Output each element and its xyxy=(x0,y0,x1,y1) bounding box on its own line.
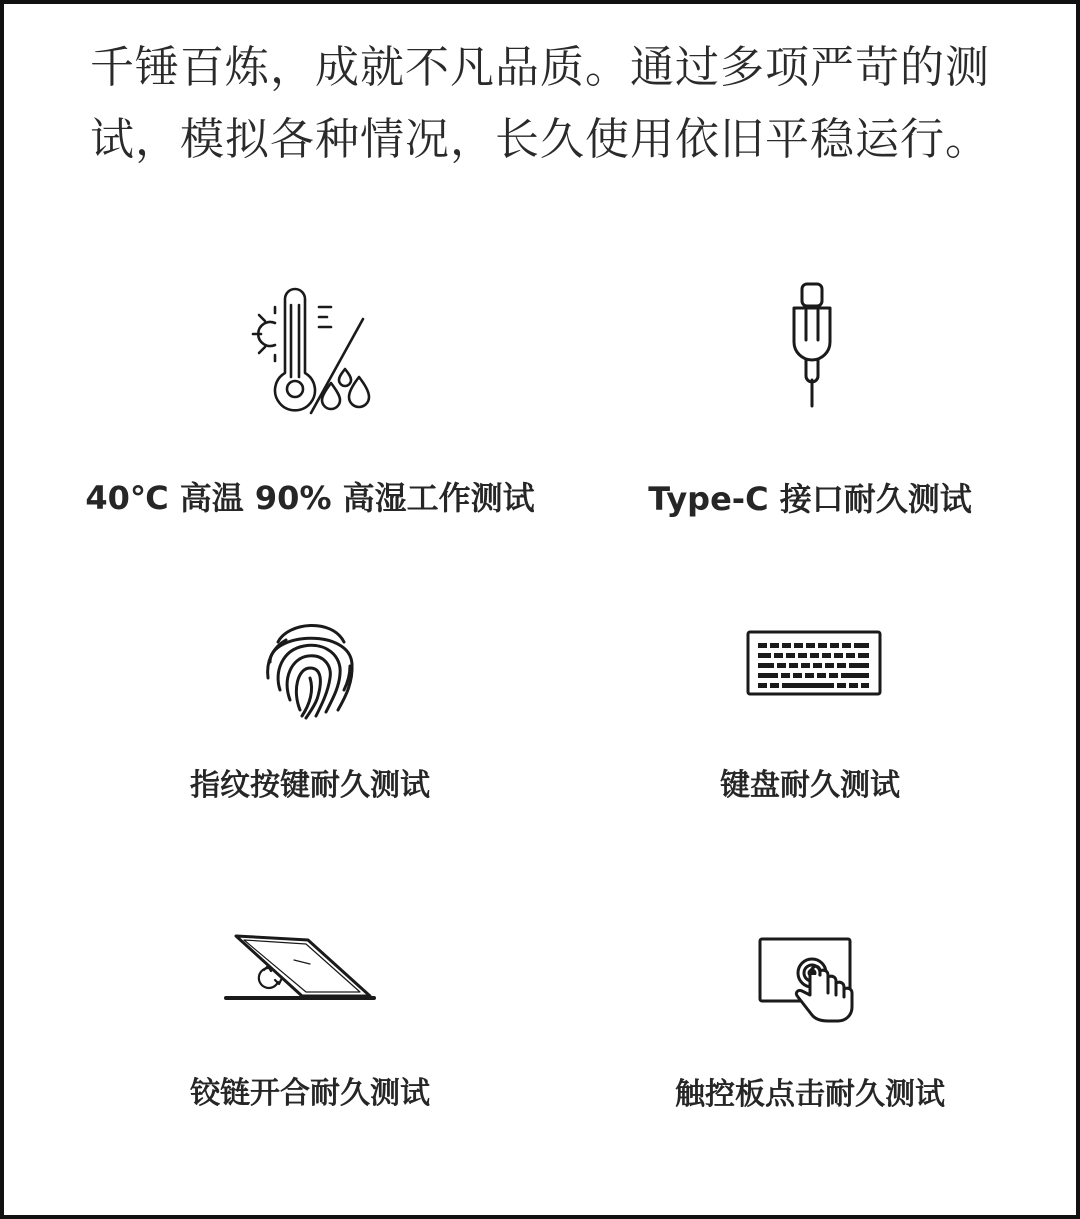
feature-label: 铰链开合耐久测试 xyxy=(190,1076,430,1111)
touchpad-tap-icon xyxy=(756,935,866,1025)
intro-paragraph xyxy=(90,32,1010,176)
temperature-humidity-icon xyxy=(235,285,385,425)
feature-label: 键盘耐久测试 xyxy=(720,768,900,803)
intro-line-1: 千锤百炼，成就不凡品质。通过多项严苛的测 xyxy=(90,42,990,93)
intro-line-2: 试，模拟各种情况，长久使用依旧平稳运行。 xyxy=(90,114,990,165)
feature-label: Type-C 接口耐久测试 xyxy=(648,480,972,518)
feature-type-c xyxy=(540,280,1080,525)
fingerprint-icon xyxy=(260,612,360,720)
feature-touchpad xyxy=(540,935,1080,1113)
hinge-laptop-icon xyxy=(224,930,384,1006)
feature-fingerprint xyxy=(40,612,580,812)
feature-label: 指纹按键耐久测试 xyxy=(190,768,430,803)
keyboard-icon xyxy=(746,630,882,696)
feature-label: 触控板点击耐久测试 xyxy=(675,1077,945,1112)
feature-keyboard xyxy=(540,630,1080,812)
type-c-cable-icon xyxy=(782,280,842,410)
feature-hinge xyxy=(40,930,580,1110)
feature-label: 40℃ 高温 90% 高湿工作测试 xyxy=(85,479,535,517)
feature-temperature-humidity xyxy=(40,285,580,525)
